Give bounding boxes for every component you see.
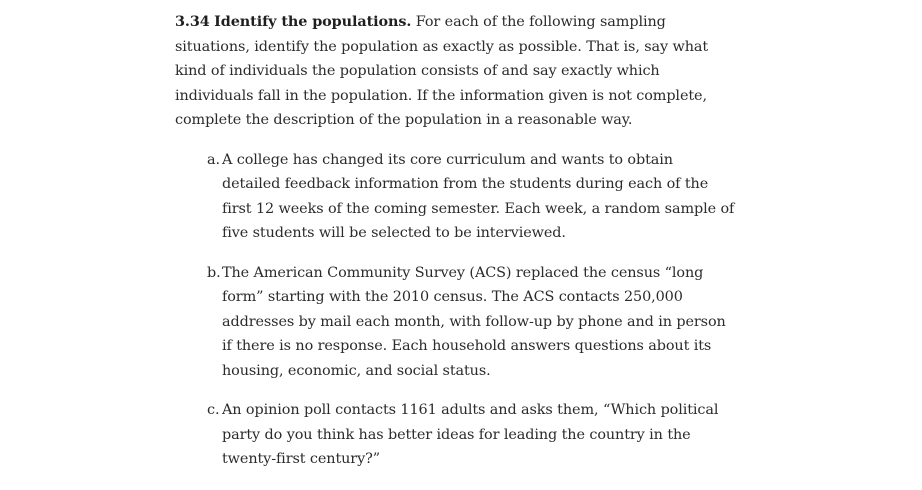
item-label: b. (207, 264, 221, 281)
item-label: a. (207, 151, 220, 168)
exercise-heading: Identify the populations. (214, 13, 412, 30)
item-label: c. (207, 402, 220, 418)
exercise-item-a (175, 148, 735, 246)
item-text: The American Community Survey (ACS) replaced the census “long form” starting with the 2010 census. The ACS contacts 250,000 addresses by mail each month, with follow-up by phone and in person if there is no response. Each household answers questions about its housing, economic, and social status. (222, 264, 726, 379)
exercise-item-b (175, 261, 735, 384)
exercise-number: 3.34 (175, 13, 210, 30)
exercise-items (175, 148, 735, 472)
exercise-block (175, 10, 735, 487)
item-text: An opinion poll contacts 1161 adults and asks them, “Which political party do you think has better ideas for leading the country in the twenty-first century?” (222, 402, 719, 467)
exercise-intro (175, 10, 735, 133)
item-text: A college has changed its core curriculum and wants to obtain detailed feedback information from the students during each of the first 12 weeks of the coming semester. Each week, a random sample of five students will be selected to be interviewed. (222, 151, 735, 241)
exercise-intro-text: For each of the following sampling situations, identify the population as exactly as possible. That is, say what kind of individuals the population consists of and say exactly which individuals fall in the population. If the information given is not complete, complete the description of the population in a reasonable way. (175, 14, 709, 128)
exercise-item-c (175, 398, 735, 472)
